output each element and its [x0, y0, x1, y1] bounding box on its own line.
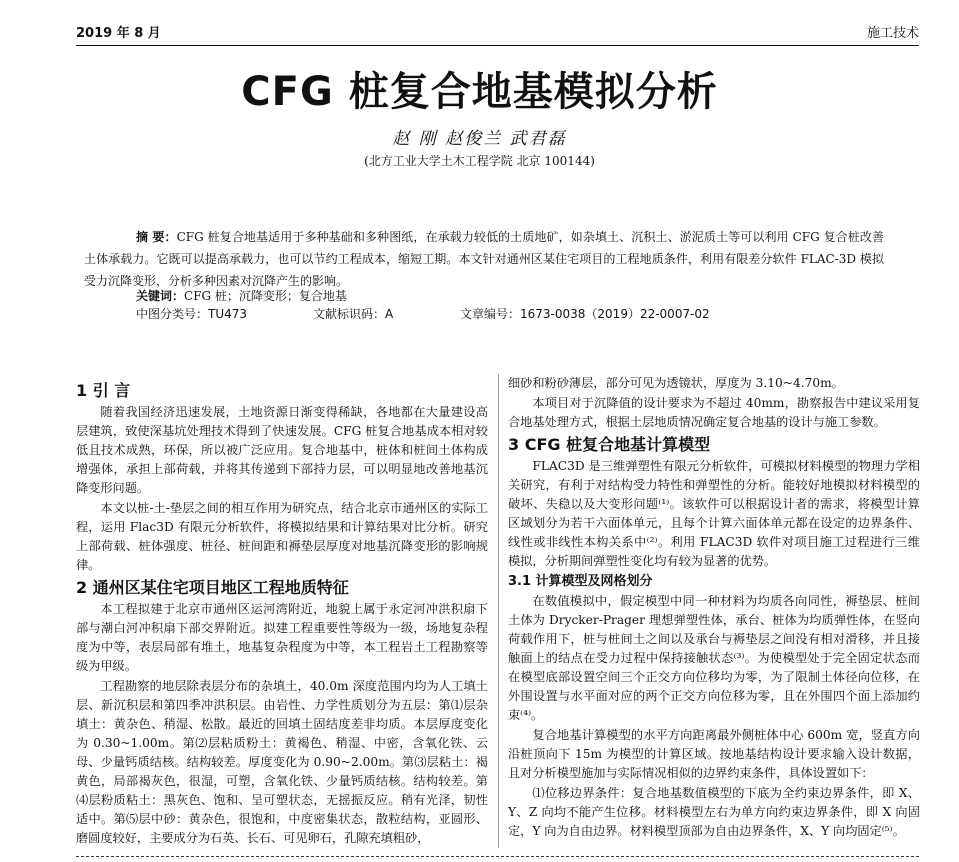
- clc-number: 中图分类号：TU473: [136, 307, 248, 321]
- footer-rule: [76, 856, 919, 857]
- section-3-1-heading: 3.1 计算模型及网格划分: [508, 574, 653, 589]
- section-3-heading: 3 CFG 桩复合地基计算模型: [508, 435, 711, 454]
- abstract-label: 摘 要：: [136, 230, 177, 244]
- abstract: [84, 226, 884, 292]
- section-2-paragraph-2: 工程勘察的地层除表层分布的杂填土，40.0m 深度范围内均为人工填土层、新沉积层和第四季冲洪积层。由岩性、力学性质划分为五层：第⑴层杂填土：黄杂色、稍湿、松散。最近的回填土固结度差非均质。本层厚度变化为 0.30~1.00m。第⑵层粘质粉土：黄褐色、稍湿、中密，含氧化铁、云母、少量钙质结核。结构较差。厚度变化为 0.90~2.00m。第⑶层粘土：褐黄色，局部褐灰色，很湿，可塑，含氧化铁、少量钙质结核。结构较差。第⑷层粉质粘土：黑灰色、饱和、呈可塑状态，无摇振反应。稍有光泽，韧性适中。第⑸层中砂：黄杂色，很饱和，中度密集状态，散粒结构，亚圆形、磨圆度较好，主要成分为石英、长石、可见卵石，孔隙充填粗砂，: [76, 679, 488, 845]
- section-2-heading: 2 通州区某住宅项目地区工程地质特征: [76, 578, 349, 597]
- section-1-heading: 1 引 言: [76, 381, 131, 400]
- section-2-paragraph-1: 本工程拟建于北京市通州区运河湾附近，地貌上属于永定河冲洪积扇下部与潮白河冲积扇下部交界附近。拟建工程重要性等级为一级，场地复杂程度为中等，表层局部有堆土，地基复杂程度为中等，本工程岩土工程勘察等级为甲级。: [76, 602, 488, 673]
- keywords-text: CFG 桩；沉降变形；复合地基: [184, 289, 347, 303]
- continued-paragraph: 细砂和粉砂薄层，部分可见为透镜状，厚度为 3.10~4.70m。: [508, 376, 844, 390]
- header-date: 2019 年 8 月: [76, 26, 161, 41]
- keywords-label: 关键词：: [136, 289, 185, 303]
- abstract-text: CFG 桩复合地基适用于多种基础和多种图纸，在承载力较低的土质地矿，如杂填土、沉积土、淤泥质土等可以利用 CFG 复合桩改善土体承载力。它既可以提高承载力，也可以节约工程成本，缩短工期。本文针对通州区某住宅项目的工程地质条件，利用有限差分软件 FLAC-3D 模拟受力沉降变形，分析多种因素对沉降产生的影响。: [84, 230, 884, 288]
- paper-affiliation: (北方工业大学土木工程学院 北京 100144): [364, 154, 595, 168]
- article-number: 文章编号：1673-0038（2019）22-0007-02: [460, 307, 710, 321]
- section-3-1-paragraph-2: 复合地基计算模型的水平方向距离最外侧桩体中心 600m 宽，竖直方向沿桩顶向下 15m 为模型的计算区域。按地基结构设计要求输入设计数据，且对分析模型施加与实际情况相似的边界约束条件，具体设置如下：: [508, 728, 920, 780]
- section-3-paragraph-1: FLAC3D 是三维弹塑性有限元分析软件，可模拟材料模型的物理力学相关研究，有利于对结构受力特性和弹塑性的分析。能较好地模拟材料模型的破坏、失稳以及大变形问题⁽¹⁾。该软件可以根据设计者的需求，将模型计算区域划分为若干六面体单元，且每个计算六面体单元都在设定的边界条件、线性或非线性本构关系中⁽²⁾。利用 FLAC3D 软件对项目施工过程进行三维模拟，分析期间弹塑性变化均有较为显著的优势。: [508, 459, 920, 568]
- header-section: 施工技术: [866, 26, 919, 41]
- paper-authors: 赵 刚 赵俊兰 武君磊: [392, 129, 567, 149]
- section-3-1-paragraph-3: ⑴位移边界条件：复合地基数值模型的下底为全约束边界条件，即 X、Y、Z 向均不能产生位移。材料模型左右为单方向约束边界条件，即 X 向固定，Y 向为自由边界。材料模型顶部为自由边界条件，X、Y 向均固定⁽⁵⁾。: [508, 786, 920, 838]
- keywords: [136, 287, 347, 304]
- header-rule: [76, 45, 919, 46]
- right-column: [508, 374, 920, 848]
- section-1-paragraph-1: 随着我国经济迅速发展，土地资源日渐变得稀缺，各地都在大量建设高层建筑，致使深基坑处理技术得到了快速发展。CFG 桩复合地基成本相对较低且技术成熟，环保，所以被广泛应用。复合地基中，桩体和桩间土体构成增强体，承担上部荷载，并将其传递到下部持力层，可以明显地改善地基沉降变形问题。: [76, 405, 488, 495]
- document-code: 文献标识码：A: [313, 307, 394, 321]
- left-column: [76, 378, 488, 852]
- right-paragraph-1: 本项目对于沉降值的设计要求为不超过 40mm，勘察报告中建议采用复合地基处理方式，根据土层地质情况确定复合地基的设计与施工参数。: [508, 396, 920, 429]
- paper-title: CFG 桩复合地基模拟分析: [241, 69, 718, 115]
- section-1-paragraph-2: 本文以桩-土-垫层之间的相互作用为研究点，结合北京市通州区的实际工程，运用 Flac3D 有限元分析软件，将模拟结果和计算结果对比分析。研究上部荷载、桩体强度、桩径、桩间距和褥垫层厚度对地基沉降变形的影响规律。: [76, 501, 488, 572]
- section-3-1-paragraph-1: 在数值模拟中，假定模型中同一种材料为均质各向同性，褥垫层、桩间土体为 Drycker-Prager 理想弹塑性体，承台、桩体为均质弹性体，在竖向荷载作用下，桩与桩间土之间以及承台与褥垫层之间没有相对滑移，并且接触面上的结点在受力过程中保持接触状态⁽³⁾。为使模型处于完全固定状态而在模型底部设置空间三个正交方向位移均为零，为了限制土体径向位移，在外围设置与水平面对应的两个正交方向位移为零，且在外围四个面上添加约束⁽⁴⁾。: [508, 594, 920, 722]
- column-divider: [498, 374, 499, 848]
